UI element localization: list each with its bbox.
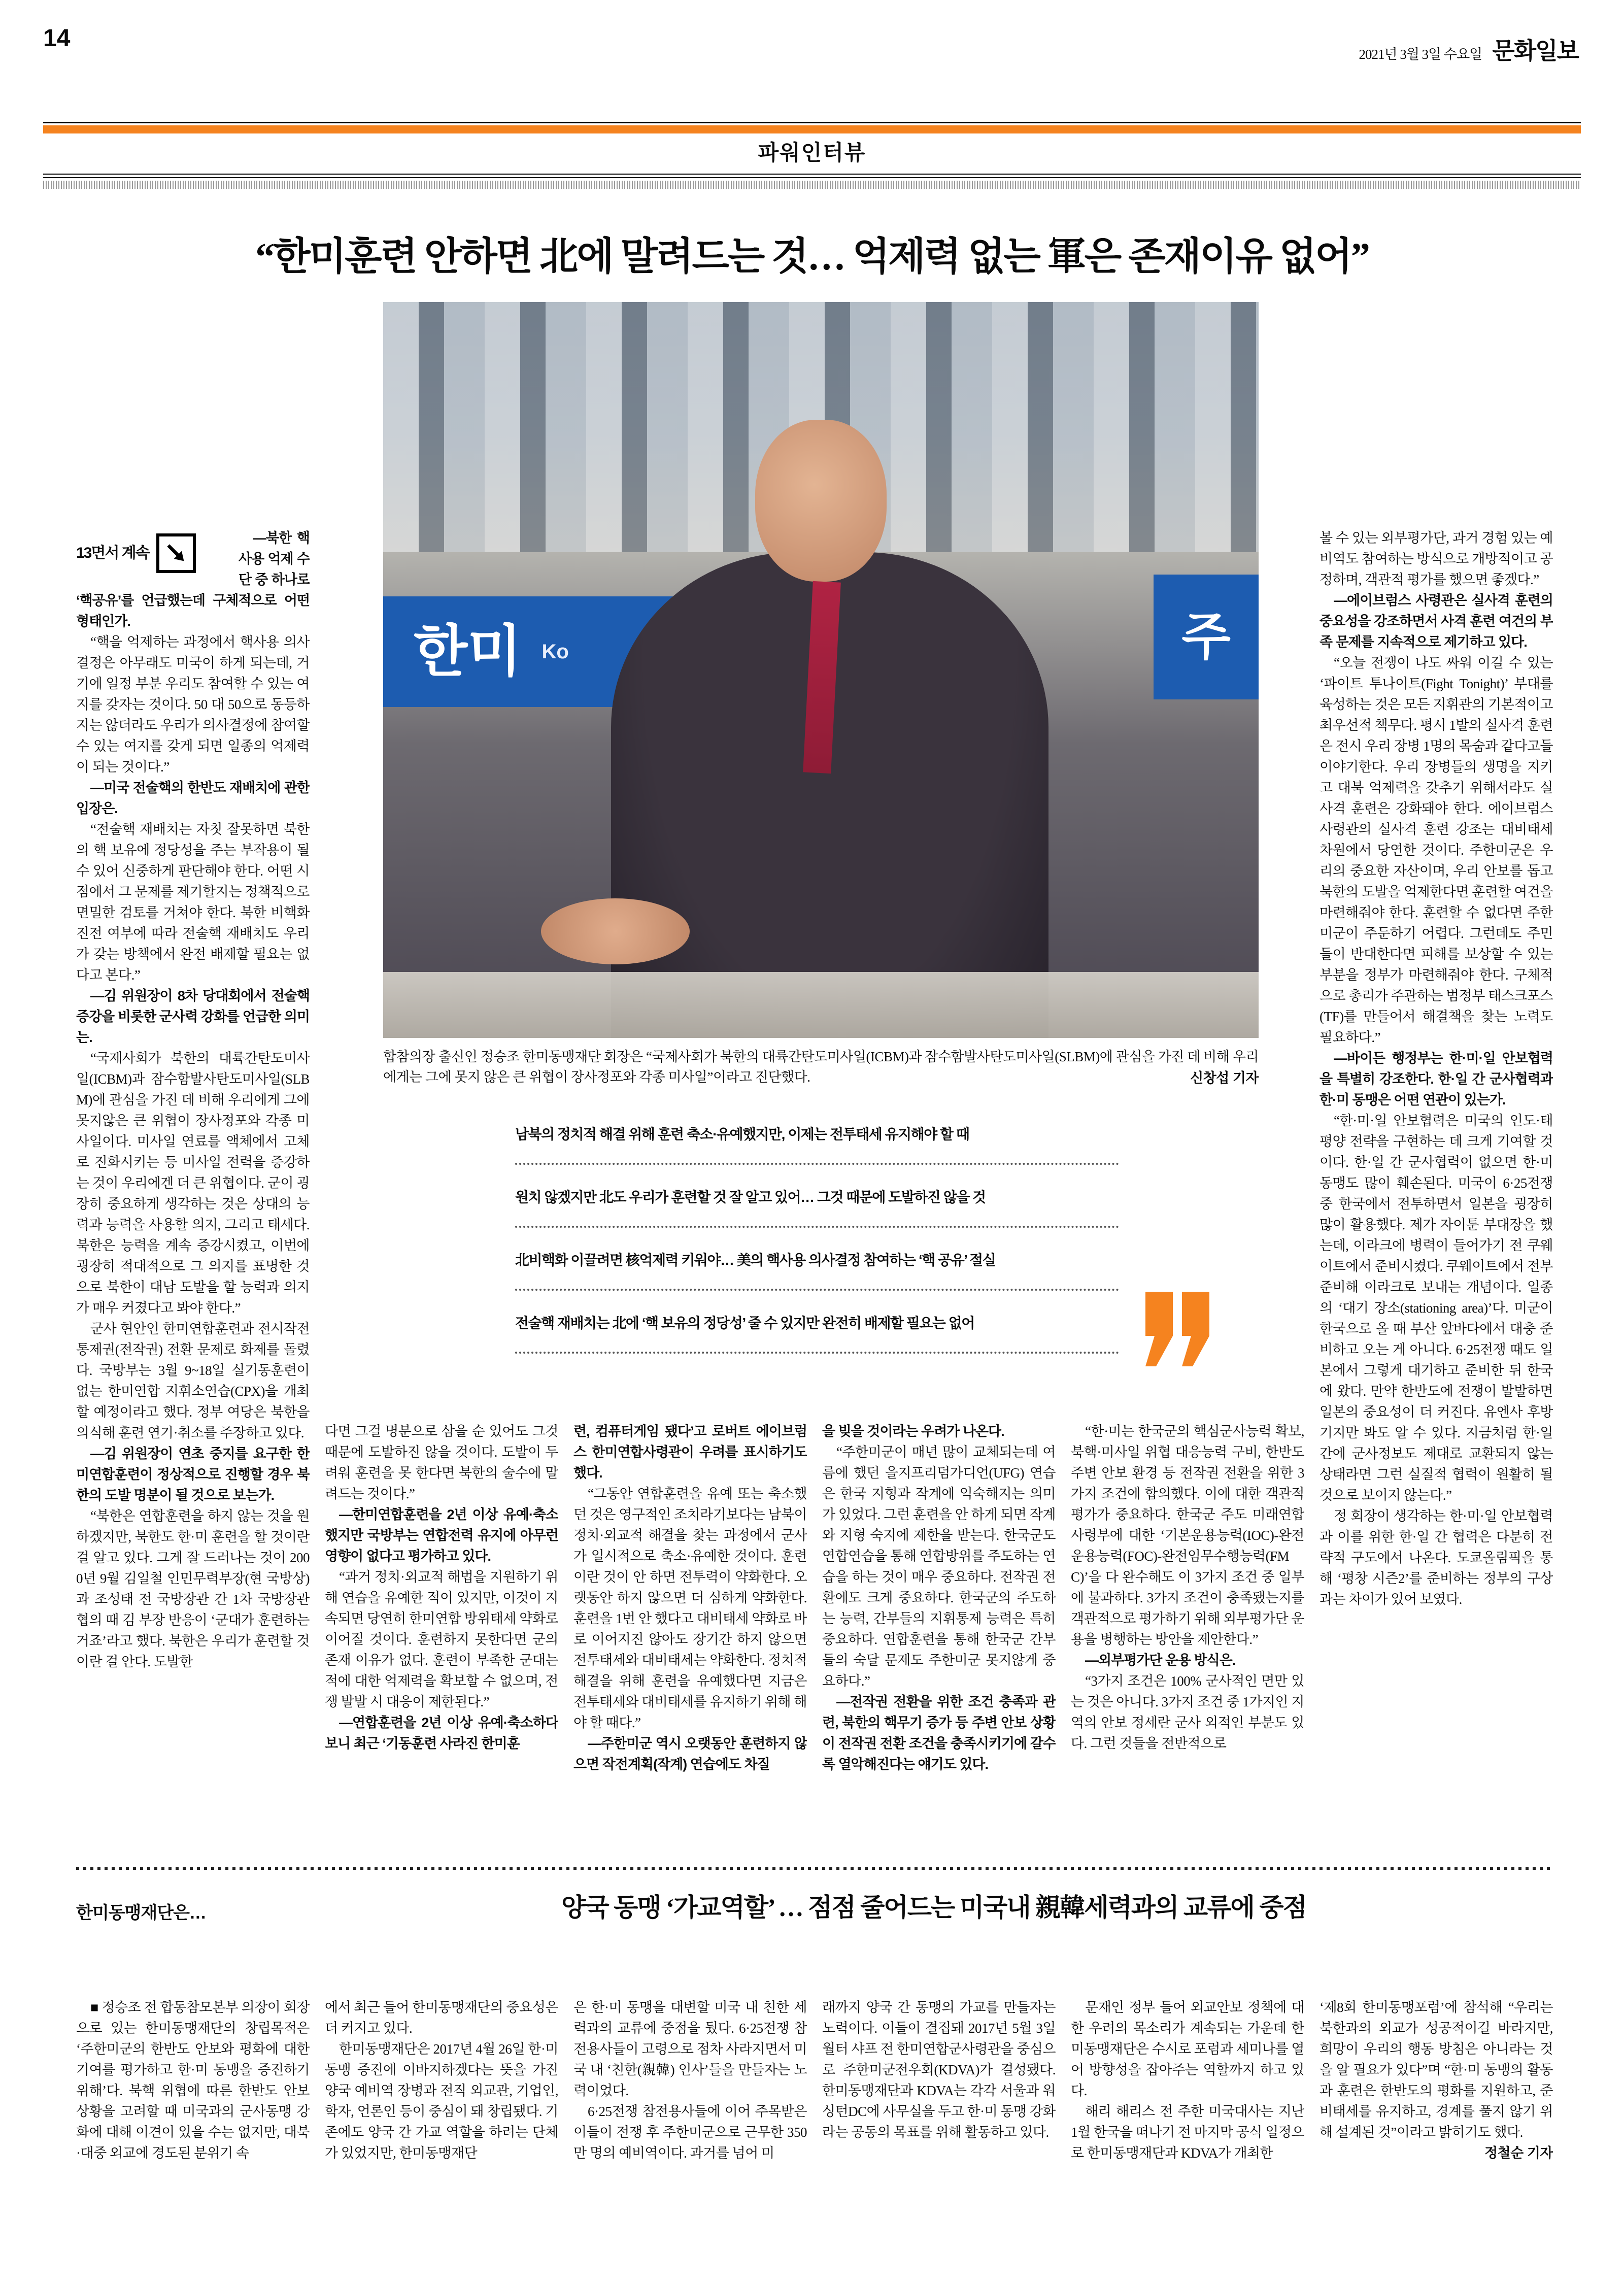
dotted-band [43, 181, 1581, 189]
bottom-column-6 [1319, 1997, 1553, 2271]
narrative-paragraph: 6·25전쟁 참전용사들에 이어 주목받은 이들이 전쟁 후 주한미군으로 근무한 350만 명의 예비역이다. 과거를 넘어 미 [573, 2104, 807, 2161]
interview-photo [383, 302, 1259, 1038]
narrative-paragraph: 해리 해리스 전 주한 미국대사는 지난 1월 한국을 떠나기 전 마지막 공식 일정으로 한미동맹재단과 KDVA가 개최한 [1071, 2104, 1304, 2161]
bottom-column-2 [325, 1997, 558, 2271]
interview-answer: “3가지 조건은 100% 군사적인 면만 있는 것은 아니다. 3가지 조건 중 1가지인 지역의 안보 정세란 군사 외적인 부분도 있다. 그런 것들을 전반적으로 [1071, 1673, 1304, 1751]
body-column-4 [822, 1421, 1056, 1868]
continued-label: 13면서 계속 [76, 545, 149, 561]
interview-answer: “그동안 연합훈련을 유예 또는 축소했던 것은 영구적인 조치라기보다는 남북이 정치·외교적 해결을 찾는 과정에서 군사가 일시적으로 축소·유예한 것이다. 훈련이란 것이 안 하면 전투력이 약화한다. 오랫동안 하지 않으면 더 심하게 약화한다. 훈련을 1번 안 했다고 대비태세 약화로 바로 이어지진 않아도 장기간 하지 않으면 전투태세와 대비태세는 약화한다. 정치적 해결을 위해 훈련을 유예했다면 지금은 전투태세와 대비태세를 유지하기 위해 해야 할 때다.” [573, 1486, 807, 1730]
interview-question: —외부평가단 운용 방식은. [1085, 1653, 1236, 1668]
narrative-paragraph: 한미동맹재단은 2017년 4월 26일 한·미 동맹 증진에 이바지하겠다는 뜻을 가진 양국 예비역 장병과 전직 외교관, 기업인, 학자, 언론인 등이 중심이 돼 창립됐다. 기존에도 양국 간 가교 역할을 하려는 단체가 있었지만, 한미동맹재단 [325, 2041, 558, 2161]
interview-question: —북한 핵사용 억제 수단 중 하나로 ‘핵공유’를 언급했는데 구체적으로 어떤 형태인가. [76, 530, 310, 629]
interview-question: —에이브럼스 사령관은 실사격 훈련의 중요성을 강조하면서 사격 훈련 여건의 부족 문제를 지속적으로 제기하고 있다. [1319, 593, 1553, 650]
interview-question: —한미연합훈련을 2년 이상 유예·축소했지만 국방부는 연합전력 유지에 아무런 영향이 없다고 평가하고 있다. [325, 1507, 558, 1564]
bottom-column-5 [1071, 1997, 1304, 2271]
body-column-2 [325, 1421, 558, 1868]
photo-caption [383, 1047, 1259, 1087]
interview-answer: 다면 그걸 명분으로 삼을 순 있어도 그것 때문에 도발하진 않을 것이다. 도발이 두려워 훈련을 못 한다면 북한의 술수에 말려드는 것이다.” [325, 1424, 558, 1501]
narrative-paragraph: ■ 정승조 전 합동참모본부 의장이 회장으로 있는 한미동맹재단의 창립목적은 ‘주한미군의 한반도 안보와 평화에 대한 기여를 평가하고 한·미 동맹을 증진하기 위해’다. 북핵 위협에 따른 한반도 안보 상황을 고려할 때 미국과의 군사동맹 강화에 대해 이견이 있을 수는 없지만, 대북·대중 외교에 경도된 분위기 속 [76, 2000, 310, 2161]
pull-quote-line: 원치 않겠지만 北도 우리가 훈련할 것 잘 알고 있어… 그것 때문에 도발하진 않을 것 [515, 1187, 1119, 1228]
interview-question: 을 빚을 것이라는 우려가 나온다. [822, 1424, 1004, 1439]
interview-answer: 은 한·미 동맹을 대변할 미국 내 친한 세력과의 교류에 중점을 뒀다. 6·25전쟁 참전용사들이 고령으로 점차 사라지면서 미국 내 ‘친한(親韓) 인사’들을 만들자는 노력이었다. [573, 2000, 807, 2098]
interview-answer: ‘제8회 한미동맹포럼’에 참석해 “우리는 북한과의 외교가 성공적이길 바라지만, 희망이 우리의 행동 방침은 아니라는 것을 알 필요가 있다”며 “한·미 동맹의 활동과 훈련은 한반도의 평화를 지원하고, 준비태세를 유지하고, 경계를 풀지 않기 위해 설계된 것”이라고 밝히기도 했다. [1319, 2000, 1553, 2140]
interview-question: —김 위원장이 연초 중지를 요구한 한미연합훈련이 정상적으로 진행할 경우 북한의 도발 명분이 될 것으로 보는가. [76, 1446, 310, 1503]
body-column-1 [76, 528, 310, 1776]
pull-quote-box [515, 1124, 1119, 1376]
interviewee-face [755, 420, 887, 582]
interview-question: —김 위원장이 8차 당대회에서 전술핵 증강을 비롯한 군사력 강화를 언급한 의미는. [76, 988, 310, 1045]
header-right [1359, 40, 1579, 63]
interview-answer: “한·미는 한국군의 핵심군사능력 확보, 북핵·미사일 위협 대응능력 구비, 한반도 주변 안보 환경 등 전작권 전환을 위한 3가지 조건에 합의했다. 이에 대한 객관적 평가가 중요하다. 한국군 주도 미래연합사령부에 대한 ‘기본운용능력(IOC)-완전운용능력(FOC)-완전임무수행능력(FMC)’을 다 완수해도 이 3가지 조건 중 일부에 불과하다. 3가지 조건이 충족됐는지를 객관적으로 평가하기 위해 외부평가단 운용을 병행하는 방안을 제안한다.” [1071, 1424, 1304, 1647]
closing-quote-icon [1139, 1292, 1215, 1393]
body-column-6 [1319, 528, 1553, 1827]
photo-credit: 신창섭 기자 [1190, 1070, 1259, 1086]
interview-answer: “전술핵 재배치는 자칫 잘못하면 북한의 핵 보유에 정당성을 주는 부작용이 될 수 있어 신중하게 판단해야 한다. 어떤 시점에서 그 문제를 제기할지는 정책적으로 면밀한 검토를 거쳐야 한다. 북한 비핵화 진전 여부에 따라 전술핵 재배치도 우리가 갖는 방책에서 완전 배제할 필요는 없다고 본다.” [76, 822, 310, 983]
bottom-column-4 [822, 1997, 1056, 2271]
accent-bar [43, 125, 1581, 133]
page-number: 14 [43, 25, 71, 52]
section-separator [76, 1867, 1553, 1870]
pull-quote-line: 남북의 정치적 해결 위해 훈련 축소·유예했지만, 이제는 전투태세 유지해야 할 때 [515, 1124, 1119, 1165]
header-rule [43, 122, 1581, 123]
reporter-byline: 정철순 기자 [1484, 2145, 1553, 2161]
body-column-3 [573, 1421, 807, 1868]
arrow-down-right-icon [156, 533, 196, 573]
interview-answer: “북한은 연합훈련을 하지 않는 것을 원하겠지만, 북한도 한·미 훈련을 할 것이란 걸 알고 있다. 그게 잘 드러나는 것이 2000년 9월 김일철 인민무력부장(현 국방상)과 조성태 전 국방장관 간 1차 국방장관 협의 때 김 부장 반응이 ‘군대가 훈련하는 거죠’라고 했다. 북한은 우리가 훈련할 것이란 걸 안다. 도발한 [76, 1508, 310, 1669]
bottom-column-1 [76, 1997, 310, 2271]
interview-answer: “한·미·일 안보협력은 미국의 인도·태평양 전략을 구현하는 데 크게 기여할 것이다. 한·일 간 군사협력이 없으면 한·미 동맹도 많이 훼손된다. 미국이 6·25전쟁 중 한국에서 전투하면서 일본을 굉장히 많이 활용했다. 제가 자이툰 부대장을 했는데, 이라크에 병력이 들어가기 전 쿠웨이트에서 준비시켰다. 쿠웨이트에서 전부 준비해 이라크로 보내는 개념이다. 일종의 ‘대기 장소(stationing area)’다. 미군이 한국으로 올 때 부산 앞바다에서 대충 준비하고 오는 게 아니다. 6·25전쟁 때도 일본에서 그렇게 대기하고 준비한 뒤 한국에 왔다. 만약 한반도에 전쟁이 발발하면 일본의 중요성이 더 커진다. 유엔사 후방기지만 봐도 알 수 있다. 지금처럼 한·일 간에 군사정보도 제대로 교환되지 않는 상태라면 그런 실질적 협력이 원활히 될 것으로 보이지 않는다.” [1319, 1113, 1553, 1503]
interview-question: —바이든 행정부는 한·미·일 안보협력을 특별히 강조한다. 한·일 간 군사협력과 한·미 동맹은 어떤 연관이 있는가. [1319, 1051, 1553, 1107]
dateline: 2021년 3월 3일 수요일 [1359, 47, 1482, 62]
interview-answer: “핵을 억제하는 과정에서 핵사용 의사결정은 아무래도 미국이 하게 되는데, 거기에 일정 부분 우리도 참여할 수 있는 여지를 갖자는 것이다. 50 대 50으로 동등하지는 않더라도 우리가 의사결정에 참여할 수 있는 여지를 갖게 되면 일종의 억제력이 되는 것이다.” [76, 634, 310, 775]
interview-answer: “국제사회가 북한의 대륙간탄도미사일(ICBM)과 잠수함발사탄도미사일(SLBM)에 관심을 가진 데 비해 우리에게 그에 못지않은 큰 위협이 장사정포와 각종 미사일이다. 미사일 연료를 액체에서 고체로 진화시키는 등 미사일 전력을 증강하는 것이 우리에겐 더 큰 위협이다. 군이 굉장히 중요하게 생각하는 것은 상대의 능력과 능력을 사용할 의지, 그리고 태세다. 북한은 능력을 계속 증강시켰고, 이번에 굉장히 적대적으로 그 의지를 표명한 것으로 북한이 대남 도발을 할 능력과 의지가 매우 커졌다고 봐야 한다.” [76, 1051, 310, 1316]
pull-quote-line: 北비핵화 이끌려면 核억제력 키워야… 美의 핵사용 의사결정 참여하는 ‘핵 공유’ 절실 [515, 1250, 1119, 1291]
main-headline: “한미훈련 안하면 北에 말려드는 것… 억제력 없는 軍은 존재이유 없어” [255, 235, 1369, 278]
continued-from-marker [76, 530, 233, 577]
interview-question: —연합훈련을 2년 이상 유예·축소하다 보니 최근 ‘기동훈련 사라진 한미훈 [325, 1715, 558, 1751]
divider-line [43, 177, 1581, 178]
interview-answer: “과거 정치·외교적 해법을 지원하기 위해 연습을 유예한 적이 있지만, 이것이 지속되면 당연히 한미연합 방위태세 약화로 이어질 것이다. 훈련하지 못한다면 군의 존재 이유가 없다. 훈련이 부족한 군대는 적에 대한 억제력을 확보할 수 없으며, 전쟁 발발 시 대응이 제한된다.” [325, 1569, 558, 1709]
interview-question: —전작권 전환을 위한 조건 충족과 관련, 북한의 핵무기 증가 등 주변 안보 상황이 전작권 전환 조건을 충족시키기에 갈수록 열악해진다는 얘기도 있다. [822, 1694, 1056, 1772]
interview-answer: 볼 수 있는 외부평가단, 과거 경험 있는 예비역도 참여하는 방식으로 개방적이고 공정하며, 객관적 평가를 했으면 좋겠다.” [1319, 530, 1553, 587]
interview-answer: “주한미군이 매년 많이 교체되는데 여름에 했던 을지프리덤가디언(UFG) 연습은 한국 지형과 작계에 익숙해지는 의미가 있었다. 그런 훈련을 안 하게 되면 작계와 지형 숙지에 제한을 받는다. 한국군도 연합연습을 통해 연합방위를 주도하는 연습을 하는 것이 매우 중요하다. 전작권 전환에도 크게 중요하다. 한국군의 주도하는 능력, 간부들의 지휘통제 능력은 특히 중요하다. 연합훈련을 통해 한국군 간부들의 숙달 문제도 주한미군 못지않게 중요하다.” [822, 1445, 1056, 1689]
gesturing-hand [541, 898, 690, 965]
caption-text: 합참의장 출신인 정승조 한미동맹재단 회장은 “국제사회가 북한의 대륙간탄도미사일(ICBM)과 잠수함발사탄도미사일(SLBM)에 관심을 가진 데 비해 우리에게는 그에 못지 않은 큰 위협이 장사정포와 각종 미사일”이라고 진단했다. [383, 1049, 1259, 1085]
interview-answer: 에서 최근 들어 한미동맹재단의 중요성은 더 커지고 있다. [325, 2000, 558, 2036]
divider-line [43, 174, 1581, 175]
masthead-logo: 문화일보 [1492, 38, 1578, 64]
narrative-paragraph: 정 회장이 생각하는 한·미·일 안보협력과 이를 위한 한·일 간 협력은 다분히 전략적 구도에서 나온다. 도쿄올림픽을 통해 ‘평창 시즌2’를 준비하는 정부의 구상과는 차이가 있어 보였다. [1319, 1508, 1553, 1607]
interview-question: —미국 전술핵의 한반도 재배치에 관한 입장은. [76, 780, 310, 816]
narrative-paragraph: 군사 현안인 한미연합훈련과 전시작전통제권(전작권) 전환 문제로 화제를 돌렸다. 국방부는 3월 9~18일 실기동훈련이 없는 한미연합 지휘소연습(CPX)을 개최할 예정이라고 했다. 정부 여당은 북한을 의식해 훈련 연기·취소를 주장하고 있다. [76, 1321, 310, 1440]
bottom-kicker: 한미동맹재단은… [76, 1903, 206, 1923]
banner-text: 주 [1181, 608, 1231, 665]
desk-papers [383, 972, 1259, 1038]
banner-subtext: Ko [542, 640, 569, 663]
interview-answer: 래까지 양국 간 동맹의 가교를 만들자는 노력이다. 이들이 결집돼 2017년 5월 3일 월터 샤프 전 한미연합군사령관을 중심으로 주한미군전우회(KDVA)가 결성됐다. 한미동맹재단과 KDVA는 각각 서울과 워싱턴DC에 사무실을 두고 한·미 동맹 강화라는 공동의 목표를 위해 활동하고 있다. [822, 2000, 1056, 2140]
interview-question: 련, 컴퓨터게임 됐다’고 로버트 에이브럼스 한미연합사령관이 우려를 표시하기도 했다. [573, 1424, 807, 1481]
interview-question: —주한미군 역시 오랫동안 훈련하지 않으면 작전계획(작계) 연습에도 차질 [573, 1736, 807, 1772]
photo-banner-right [1154, 575, 1259, 700]
narrative-paragraph: 문재인 정부 들어 외교안보 정책에 대한 우려의 목소리가 계속되는 가운데 한미동맹재단은 수시로 포럼과 세미나를 열어 방향성을 잡아주는 역할까지 하고 있다. [1071, 2000, 1304, 2098]
section-label: 파워인터뷰 [758, 141, 866, 164]
banner-text: 한미 [414, 620, 522, 683]
pull-quote-line: 전술핵 재배치는 北에 ‘핵 보유의 정당성’ 줄 수 있지만 완전히 배제할 필요는 없어 [515, 1313, 1119, 1354]
interview-answer: “오늘 전쟁이 나도 싸워 이길 수 있는 ‘파이트 투나이트(Fight Tonight)’ 부대를 육성하는 것은 모든 지휘관의 기본적이고 최우선적 책무다. 평시 1발의 실사격 훈련은 전시 우리 장병 1명의 목숨과 같다고들 이야기한다. 우리 장병들의 생명을 지키고 대북 억제력을 갖추기 위해서라도 실사격 훈련은 강화돼야 한다. 에이브럼스 사령관의 실사격 훈련 강조는 대비태세 차원에서 당연한 것이다. 주한미군은 우리의 중요한 자산이며, 우리 안보를 돕고 북한의 도발을 억제한다면 훈련할 여건을 마련해줘야 한다. 훈련할 수 없다면 주한미군이 주둔하기 어렵다. 그런데도 주민들이 반대한다면 피해를 보상할 수 있는 부분을 정부가 마련해줘야 한다. 구체적으로 총리가 주관하는 범정부 태스크포스(TF)를 만들어서 해결책을 찾는 노력도 필요하다.” [1319, 655, 1553, 1045]
bottom-headline: 양국 동맹 ‘가교역할’ … 점점 줄어드는 미국내 親韓세력과의 교류에 중점 [561, 1893, 1306, 1922]
body-column-5 [1071, 1421, 1304, 1868]
bottom-column-3 [573, 1997, 807, 2271]
